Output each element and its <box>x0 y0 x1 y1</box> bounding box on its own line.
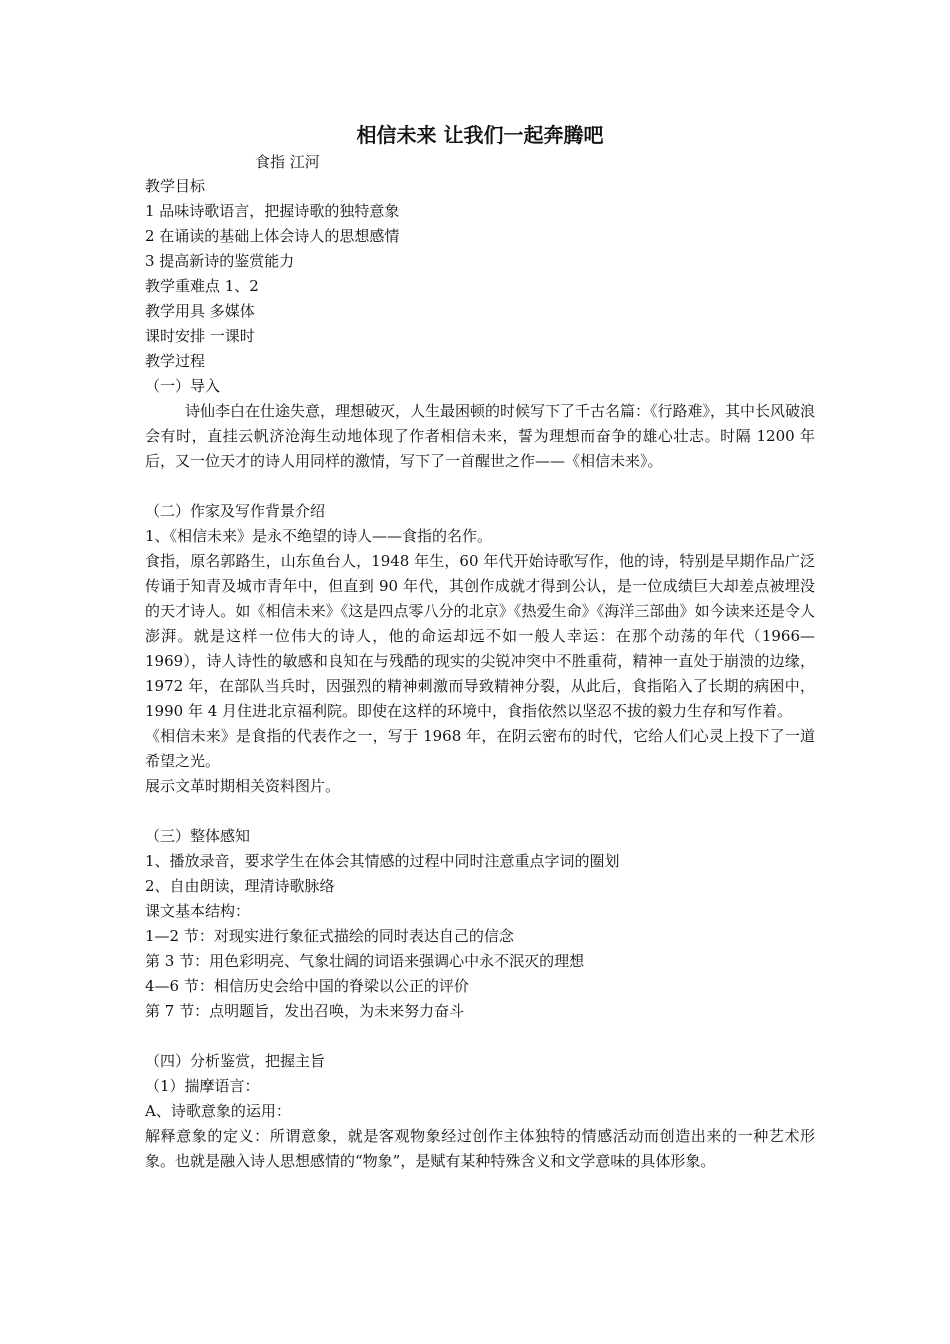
blank-line <box>145 799 815 824</box>
body-paragraph: 第 3 节：用色彩明亮、气象壮阔的词语来强调心中永不泯灭的理想 <box>145 952 585 970</box>
body-paragraph: （三）整体感知 <box>145 827 251 845</box>
body-paragraph: 课时安排 一课时 <box>145 327 255 345</box>
body-paragraph: 1—2 节：对现实进行象征式描绘的同时表达自己的信念 <box>145 927 514 945</box>
body-paragraph: 食指，原名郭路生，山东鱼台人，1948 年生，60 年代开始诗歌写作，他的诗，特别是早期作品广泛传诵于知青及城市青年中，但直到 90 年代，其创作成就才得到公认，是一位成绩巨大却差点被埋没的天才诗人。如《相信未来》《这是四点零八分的北京》《热爱生命》《海洋三部曲》如今读来还是令人澎湃。就是这样一位伟大的诗人，他的命运却远不如一般人幸运：在那个动荡的年代（1966—1969），诗人诗性的敏感和良知在与残酷的现实的尖锐冲突中不胜重荷，精神一直处于崩溃的边缘，1972 年，在部队当兵时，因强烈的精神刺激而导致精神分裂，从此后，食指陷入了长期的病困中，1990 年 4 月住进北京福利院。即使在这样的环境中，食指依然以坚忍不拔的毅力生存和写作着。 <box>145 552 815 720</box>
body-paragraph: 《相信未来》是食指的代表作之一，写于 1968 年，在阴云密布的时代，它给人们心灵上投下了一道希望之光。 <box>145 727 815 770</box>
body-paragraph: 2 在诵读的基础上体会诗人的思想感情 <box>145 227 400 245</box>
body-paragraph: A、诗歌意象的运用： <box>145 1102 291 1120</box>
blank-line <box>145 1024 815 1049</box>
body-paragraph: 解释意象的定义：所谓意象，就是客观物象经过创作主体独特的情感活动而创造出来的一种艺术形象。也就是融入诗人思想感情的“物象”，是赋有某种特殊含义和文学意味的具体形象。 <box>145 1127 815 1170</box>
body-paragraph: 4—6 节：相信历史会给中国的脊梁以公正的评价 <box>145 977 469 995</box>
body-paragraph: 1 品味诗歌语言，把握诗歌的独特意象 <box>145 202 400 220</box>
body-paragraph: 诗仙李白在仕途失意，理想破灭，人生最困顿的时候写下了千古名篇：《行路难》，其中长风破浪会有时，直挂云帆济沧海生动地体现了作者相信未来，誓为理想而奋争的雄心壮志。时隔 1200 年后，又一位天才的诗人用同样的激情，写下了一首醒世之作——《相信未来》。 <box>145 402 816 470</box>
document-author: 食指 江河 <box>255 153 320 171</box>
body-paragraph: 教学重难点 1、2 <box>145 277 259 295</box>
body-paragraph: 教学用具 多媒体 <box>145 302 255 320</box>
body-paragraph: 第 7 节：点明题旨，发出召唤，为未来努力奋斗 <box>145 1002 465 1020</box>
body-paragraph: 1、《相信未来》是永不绝望的诗人——食指的名作。 <box>145 527 493 545</box>
document-page <box>145 120 815 1174</box>
blank-line <box>145 474 815 499</box>
document-body <box>145 174 815 1174</box>
body-paragraph: （二）作家及写作背景介绍 <box>145 502 326 520</box>
body-paragraph: （1）揣摩语言： <box>145 1077 260 1095</box>
body-paragraph: （一）导入 <box>145 377 221 395</box>
body-paragraph: （四）分析鉴赏，把握主旨 <box>145 1052 326 1070</box>
body-paragraph: 教学过程 <box>145 352 206 370</box>
document-title: 相信未来 让我们一起奔腾吧 <box>356 123 604 147</box>
body-paragraph: 1、播放录音，要求学生在体会其情感的过程中同时注意重点字词的圈划 <box>145 852 620 870</box>
body-paragraph: 3 提高新诗的鉴赏能力 <box>145 252 295 270</box>
body-paragraph: 展示文革时期相关资料图片。 <box>145 777 341 795</box>
body-paragraph: 课文基本结构： <box>145 902 251 920</box>
body-paragraph: 2、自由朗读，理清诗歌脉络 <box>145 877 335 895</box>
body-paragraph: 教学目标 <box>145 177 206 195</box>
